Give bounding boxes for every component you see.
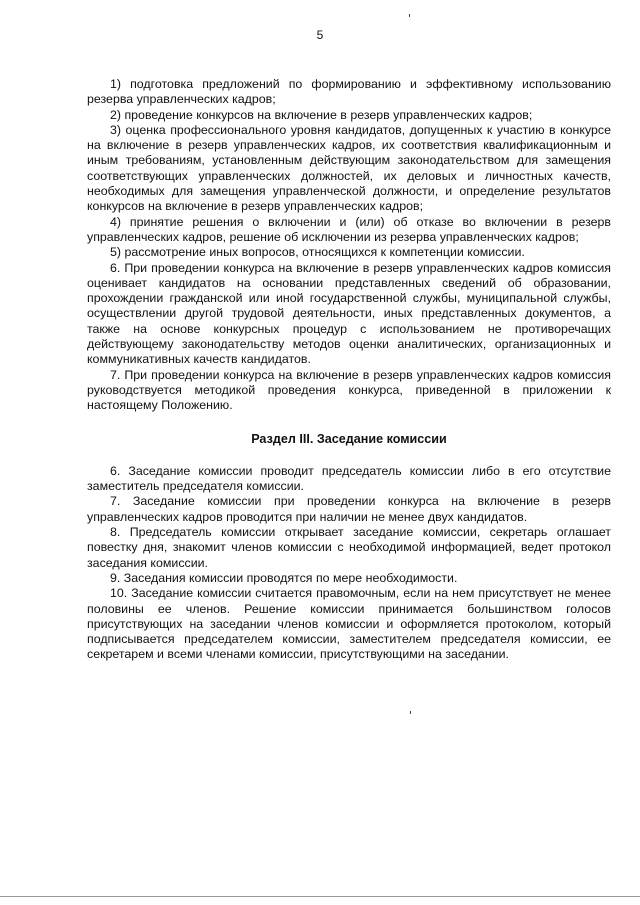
paragraph-5: 5) рассмотрение иных вопросов, относящихся к компетенции комиссии. bbox=[110, 245, 525, 260]
paragraph-7: 7. При проведении конкурса на включение в резерв управленческих кадров комиссия руководствуется методикой проведения конкурса, приведенной в приложении к настоящему Положению. bbox=[87, 367, 611, 413]
paragraph-12: 10. Заседание комиссии считается правомочным, если на нем присутствует не менее половины ее членов. Решение комиссии принимается большинством голосов присутствующих на заседании членов комиссии и оформляется протоколом, который подписывается председателем комиссии, заместителем председателя комиссии, ее секретарем и всеми членами комиссии, присутствующими на заседании. bbox=[87, 586, 611, 662]
paragraph-10: 8. Председатель комиссии открывает заседание комиссии, секретарь оглашает повестку дня, знакомит членов комиссии с необходимой информацией, ведет протокол заседания комиссии. bbox=[87, 525, 611, 570]
document-body bbox=[87, 77, 611, 663]
paragraph-11: 9. Заседания комиссии проводятся по мере необходимости. bbox=[110, 570, 458, 585]
paragraph-3: 3) оценка профессионального уровня кандидатов, допущенных к участию в конкурсе на включение в резерв управленческих кадров, их соответствия квалификационным и иным требованиям, установленным действующим законодательством для замещения соответствующих управленческих должностей, их деловых и личностных качеств, необходимых для замещения управленческой должности, и определение результатов конкурсов на включение в резерв управленческих кадров; bbox=[87, 122, 611, 214]
scan-edge-line bbox=[0, 896, 640, 897]
paragraph-6: 6. При проведении конкурса на включение в резерв управленческих кадров комиссия оценивает кандидатов на основании представленных сведений об образовании, прохождении гражданской или иной государственной службы, муниципальной службы, осуществлении другой трудовой деятельности, иных представленных документов, а также на основе конкурсных процедур с использованием не противоречащих действующему законодательству методов оценки аналитических, организационных и коммуникативных качеств кандидатов. bbox=[87, 260, 611, 367]
paragraph-9: 7. Заседание комиссии при проведении конкурса на включение в резерв управленческих кадров проводится при наличии не менее двух кандидатов. bbox=[87, 494, 611, 524]
paragraph-4: 4) принятие решения о включении и (или) об отказе во включении в резерв управленческих кадров, решение об исключении из резерва управленческих кадров; bbox=[87, 214, 611, 244]
paragraph-8: 6. Заседание комиссии проводит председатель комиссии либо в его отсутствие заместитель председателя комиссии. bbox=[87, 463, 611, 494]
scan-speck bbox=[409, 14, 410, 17]
scan-speck bbox=[410, 711, 411, 714]
paragraph-2: 2) проведение конкурсов на включение в резерв управленческих кадров; bbox=[110, 107, 533, 122]
page-number: 5 bbox=[316, 28, 324, 42]
paragraph-1: 1) подготовка предложений по формированию и эффективному использованию резерва управленческих кадров; bbox=[87, 77, 611, 107]
section-title: Раздел III. Заседание комиссии bbox=[251, 431, 447, 446]
